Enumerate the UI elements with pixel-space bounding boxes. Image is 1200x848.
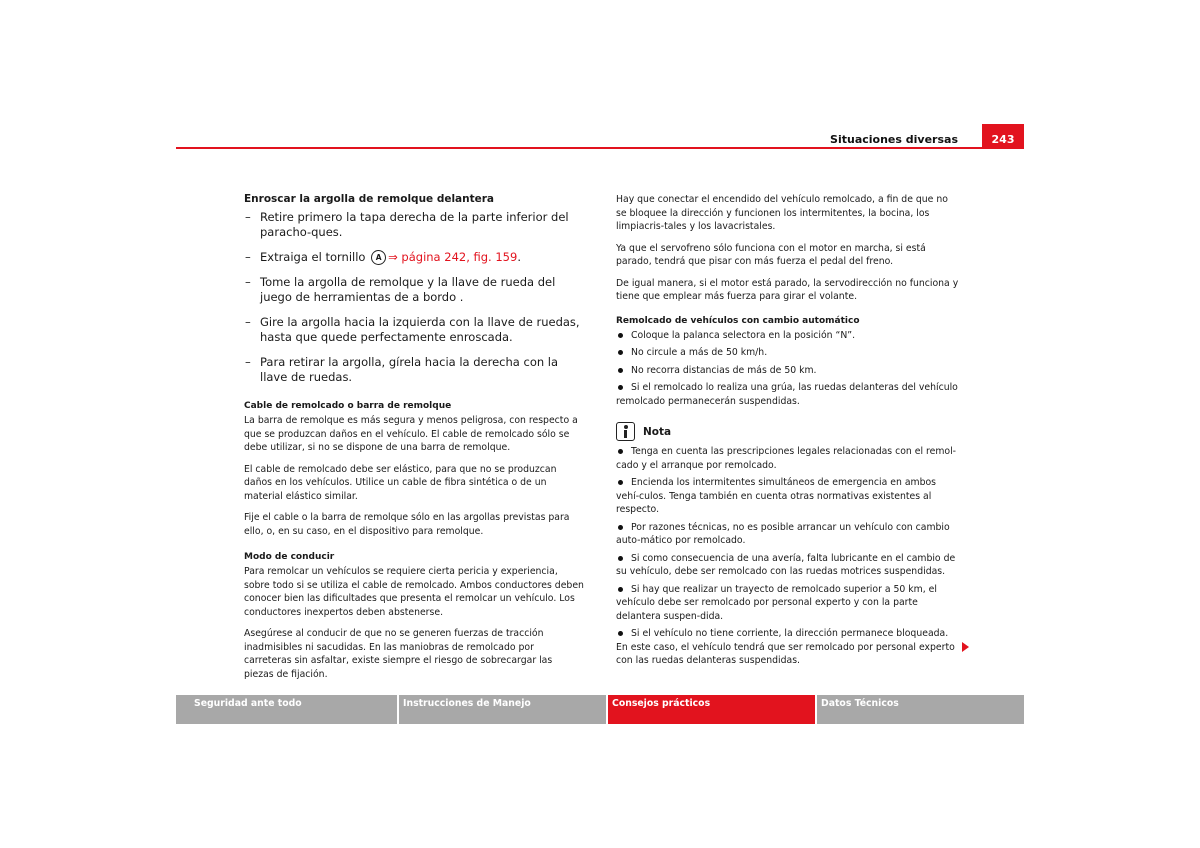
tab-instrucciones[interactable]: Instrucciones de Manejo [399,695,608,724]
step-text: Extraiga el tornillo [260,250,366,264]
subheading-cable: Cable de remolcado o barra de remolque [244,401,452,411]
dash-marker: – [245,355,251,369]
step-item [244,315,584,345]
continue-arrow-icon[interactable] [962,642,969,652]
subheading-automatic: Remolcado de vehículos con cambio automático [616,315,860,326]
page-reference-link[interactable]: ⇒ página 242, fig. 159 [388,250,518,264]
paragraph: Asegúrese al conducir de que no se generen fuerzas de tracción inadmisibles ni sacudidas. En las maniobras de remolcado por carreteras sin asfaltar, existe siempre el riesgo de sobrecargar las piezas de fijación. [244,628,553,680]
tab-datos-tecnicos[interactable]: Datos Técnicos [817,695,1024,724]
info-icon [616,422,635,441]
step-item [244,250,584,265]
note-bullet: Si el vehículo no tiene corriente, la dirección permanece bloqueada. En este caso, el vehículo tendrá que ser remolcado por personal experto con las ruedas delanteras suspendidas. [616,627,961,668]
left-column [244,193,584,689]
step-item [244,275,584,305]
paragraph: Fije el cable o la barra de remolque sólo en las argollas previstas para ello, o, en su caso, en el dispositivo para remolque. [244,512,570,537]
tab-consejos-active[interactable]: Consejos prácticos [608,695,817,724]
step-item [244,210,584,240]
dash-marker: – [245,275,251,289]
step-item [244,355,584,385]
bullet-item: Coloque la palanca selectora en la posición “N”. [616,329,961,343]
paragraph: Para remolcar un vehículos se requiere cierta pericia y experiencia, sobre todo si se utiliza el cable de remolcado. Ambos conductores deben conocer bien las dificultades que presenta el remolcar un vehículo. Los conductores inexpertos deben abstenerse. [244,566,584,618]
paragraph: Hay que conectar el encendido del vehículo remolcado, a fin de que no se bloquee la dirección y funcionen los intermitentes, la bocina, los limpiacris-tales y los lavacristales. [616,194,948,232]
note-label: Nota [643,425,672,438]
paragraph: El cable de remolcado debe ser elástico, para que no se produzcan daños en los vehículos. Utilice un cable de fibra sintética o de un material elástico similar. [244,463,557,502]
note-bullet: Tenga en cuenta las prescripciones legales relacionadas con el remol-cado y el arranque por remolcado. [616,445,961,472]
paragraph: La barra de remolque es más segura y menos peligrosa, con respecto a que se produzcan daños en el vehículo. El cable de remolcado sólo se debe utilizar, si no se dispone de una barra de remolque. [244,415,578,453]
note-bullet: Si hay que realizar un trayecto de remolcado superior a 50 km, el vehículo debe ser remolcado por personal experto y con la parte delantera suspen-dida. [616,583,961,624]
callout-circle-a: A [371,250,386,265]
subheading-modo-conducir: Modo de conducir [244,552,335,562]
section-heading: Enroscar la argolla de remolque delantera [244,193,495,205]
note-bullet: Si como consecuencia de una avería, falta lubricante en el cambio de su vehículo, debe ser remolcado con las ruedas motrices suspendidas. [616,552,961,579]
bullet-item: Si el remolcado lo realiza una grúa, las ruedas delanteras del vehículo remolcado permanecerán suspendidas. [616,381,961,408]
note-header [616,422,961,441]
right-column [616,193,961,672]
step-text: Gire la argolla hacia la izquierda con la llave de ruedas, hasta que quede perfectamente enroscada. [260,315,580,344]
page-number: 243 [982,124,1024,148]
step-text-end: . [517,250,521,264]
step-text: Tome la argolla de remolque y la llave de rueda del juego de herramientas de a bordo . [260,275,556,304]
bullet-item: No circule a más de 50 km/h. [616,346,961,360]
step-text: Retire primero la tapa derecha de la parte inferior del paracho-ques. [260,210,569,239]
dash-marker: – [245,210,251,224]
dash-marker: – [245,315,251,329]
header-rule [176,147,1024,149]
dash-marker: – [245,250,251,264]
section-title: Situaciones diversas [830,133,958,146]
footer-tabs [176,695,1024,724]
bullet-item: No recorra distancias de más de 50 km. [616,364,961,378]
paragraph: Ya que el servofreno sólo funciona con el motor en marcha, si está parado, tendrá que pisar con más fuerza el pedal del freno. [616,242,926,267]
tab-seguridad[interactable]: Seguridad ante todo [176,695,399,724]
note-bullet: Por razones técnicas, no es posible arrancar un vehículo con cambio auto-mático por remolcado. [616,521,961,548]
note-bullet: Encienda los intermitentes simultáneos de emergencia en ambos vehí-culos. Tenga también en cuenta otras normativas existentes al respecto. [616,476,961,517]
step-text: Para retirar la argolla, gírela hacia la derecha con la llave de ruedas. [260,355,559,384]
paragraph: De igual manera, si el motor está parado, la servodirección no funciona y tiene que emplear más fuerza para girar el volante. [616,277,959,302]
